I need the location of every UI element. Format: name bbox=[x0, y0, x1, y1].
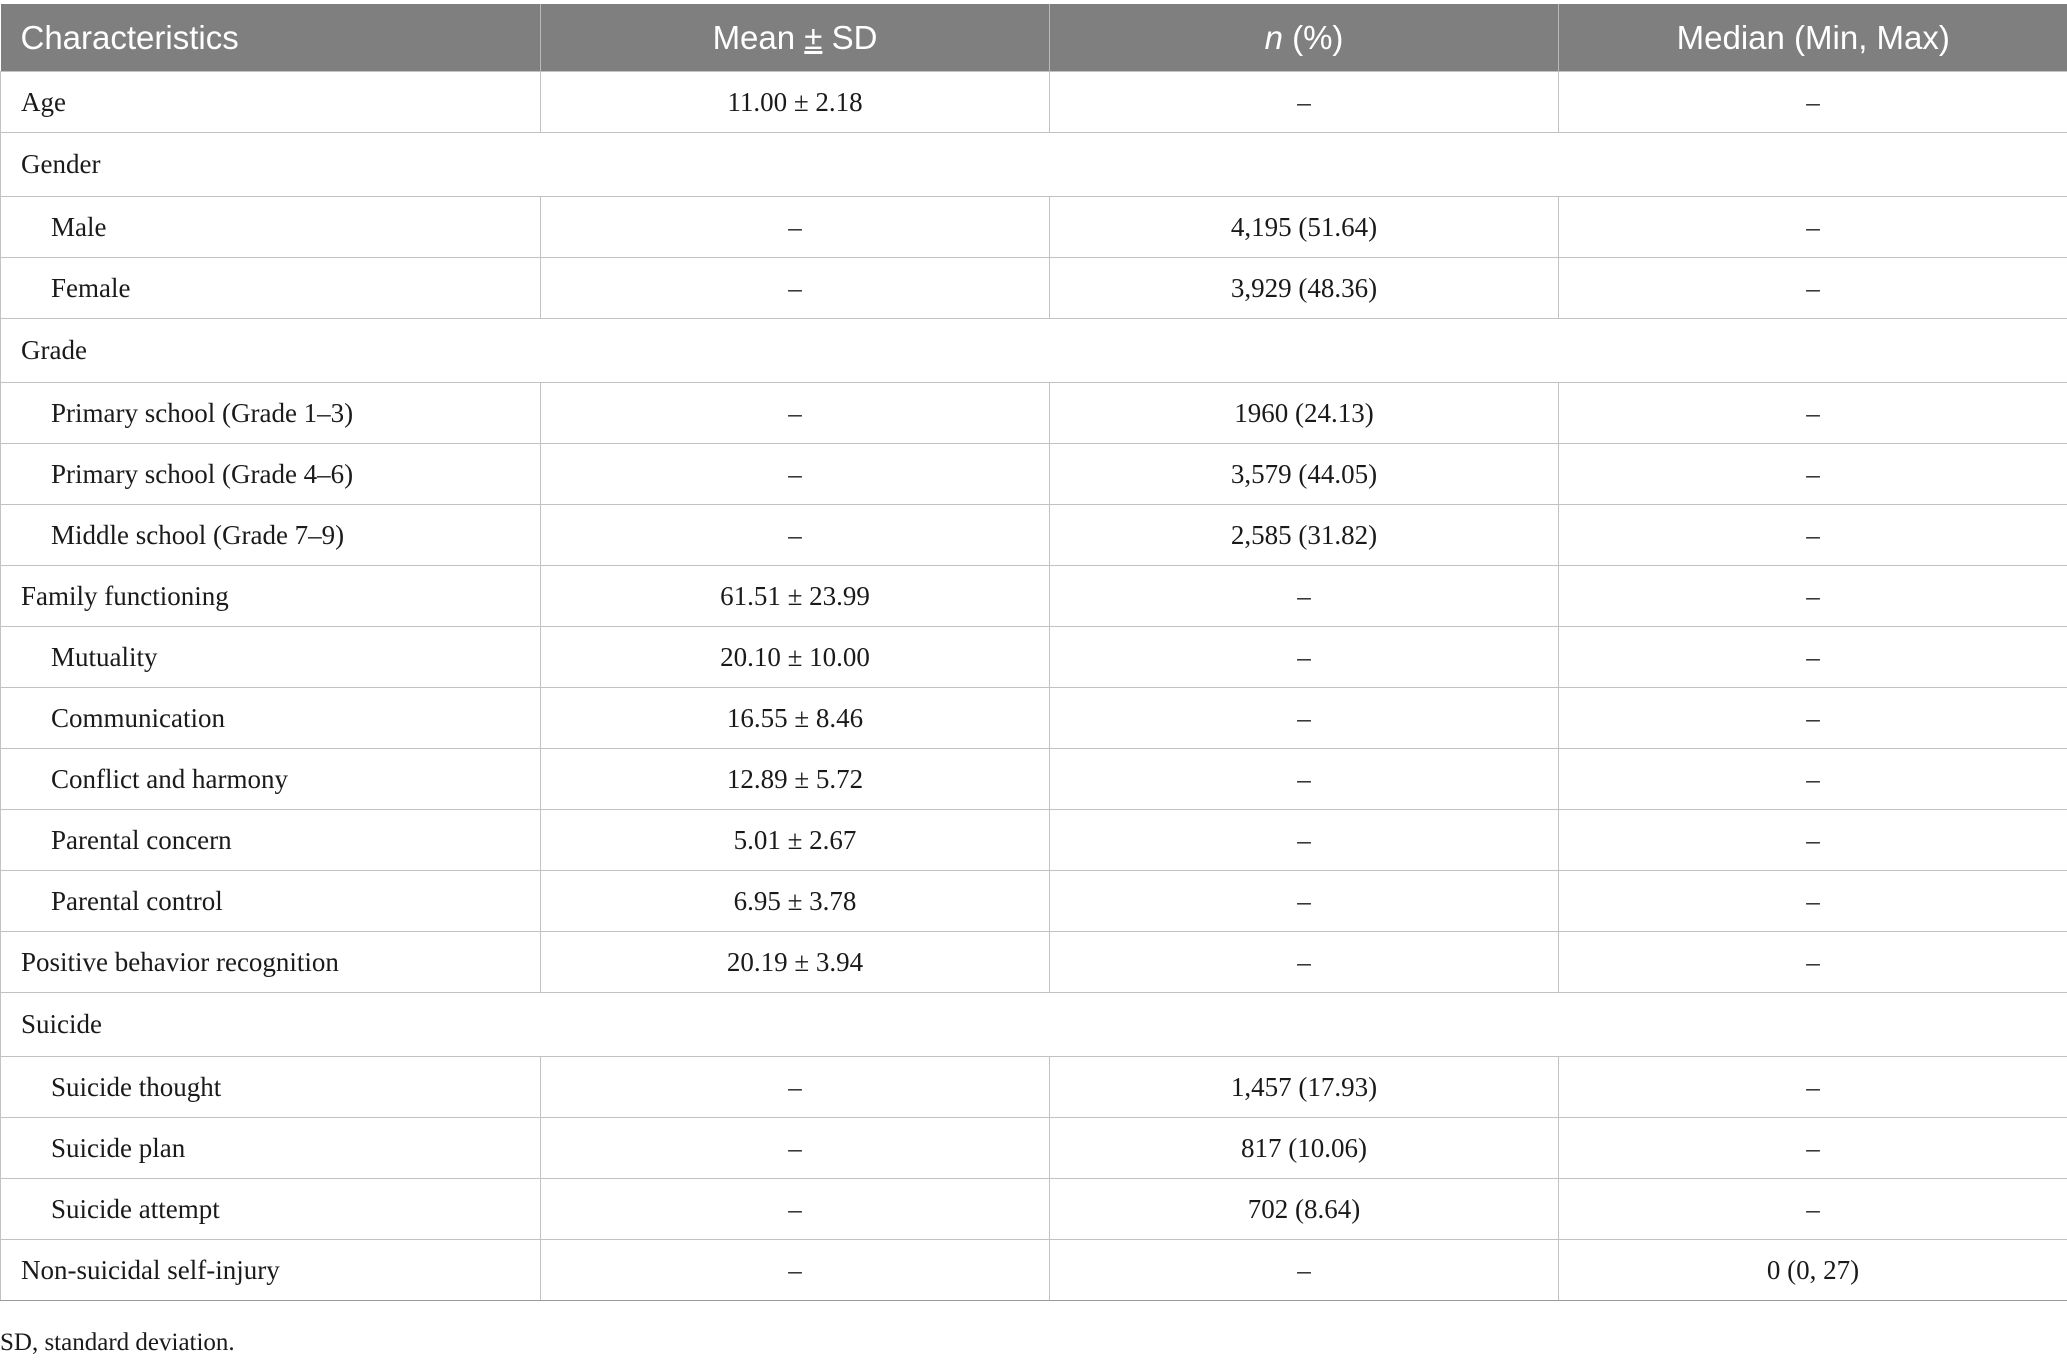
row-label: Conflict and harmony bbox=[1, 749, 541, 810]
cell-n-pct: 817 (10.06) bbox=[1050, 1118, 1559, 1179]
cell-mean-sd: 16.55 ± 8.46 bbox=[541, 688, 1050, 749]
cell-mean-sd: – bbox=[541, 444, 1050, 505]
table-row bbox=[1, 72, 2067, 133]
table-header bbox=[1, 4, 2067, 72]
cell-n-pct: – bbox=[1050, 871, 1559, 932]
header-mean-sd-pre: Mean bbox=[712, 18, 805, 56]
header-mean-sd-post: SD bbox=[822, 18, 878, 56]
characteristics-table bbox=[0, 4, 2067, 1301]
row-label: Primary school (Grade 1–3) bbox=[1, 383, 541, 444]
cell-mean-sd: – bbox=[541, 197, 1050, 258]
row-label: Parental control bbox=[1, 871, 541, 932]
cell-mean-sd: – bbox=[541, 505, 1050, 566]
cell-median: – bbox=[1559, 444, 2067, 505]
cell-n-pct: 1,457 (17.93) bbox=[1050, 1057, 1559, 1118]
header-characteristics: Characteristics bbox=[1, 4, 541, 72]
table-row bbox=[1, 688, 2067, 749]
cell-mean-sd: 20.10 ± 10.00 bbox=[541, 627, 1050, 688]
cell-median: – bbox=[1559, 1179, 2067, 1240]
row-label: Age bbox=[1, 72, 541, 133]
table-row bbox=[1, 932, 2067, 993]
cell-n-pct: 3,929 (48.36) bbox=[1050, 258, 1559, 319]
header-median: Median (Min, Max) bbox=[1559, 4, 2067, 72]
cell-n-pct: 1960 (24.13) bbox=[1050, 383, 1559, 444]
cell-n-pct: 702 (8.64) bbox=[1050, 1179, 1559, 1240]
header-mean-sd-pm: ± bbox=[804, 18, 823, 56]
section-label: Gender bbox=[1, 133, 2067, 197]
header-n-italic: n bbox=[1264, 18, 1283, 56]
row-label: Male bbox=[1, 197, 541, 258]
table-row bbox=[1, 749, 2067, 810]
cell-mean-sd: 20.19 ± 3.94 bbox=[541, 932, 1050, 993]
section-label: Suicide bbox=[1, 993, 2067, 1057]
cell-mean-sd: – bbox=[541, 1118, 1050, 1179]
table-footnote: SD, standard deviation. bbox=[0, 1329, 235, 1356]
cell-median: – bbox=[1559, 1118, 2067, 1179]
cell-mean-sd: 6.95 ± 3.78 bbox=[541, 871, 1050, 932]
cell-median: – bbox=[1559, 72, 2067, 133]
cell-mean-sd: 61.51 ± 23.99 bbox=[541, 566, 1050, 627]
cell-median: – bbox=[1559, 932, 2067, 993]
cell-median: – bbox=[1559, 749, 2067, 810]
row-label: Primary school (Grade 4–6) bbox=[1, 444, 541, 505]
cell-median: – bbox=[1559, 688, 2067, 749]
row-label: Non-suicidal self-injury bbox=[1, 1240, 541, 1301]
row-label: Suicide plan bbox=[1, 1118, 541, 1179]
cell-median: – bbox=[1559, 871, 2067, 932]
table-row bbox=[1, 197, 2067, 258]
cell-mean-sd: – bbox=[541, 1179, 1050, 1240]
section-label: Grade bbox=[1, 319, 2067, 383]
cell-n-pct: – bbox=[1050, 688, 1559, 749]
cell-mean-sd: 5.01 ± 2.67 bbox=[541, 810, 1050, 871]
cell-median: – bbox=[1559, 197, 2067, 258]
table-container bbox=[0, 4, 2067, 1301]
row-label: Family functioning bbox=[1, 566, 541, 627]
table-row bbox=[1, 1179, 2067, 1240]
cell-n-pct: – bbox=[1050, 1240, 1559, 1301]
cell-median: – bbox=[1559, 1057, 2067, 1118]
cell-mean-sd: 12.89 ± 5.72 bbox=[541, 749, 1050, 810]
section-row bbox=[1, 319, 2067, 383]
row-label: Communication bbox=[1, 688, 541, 749]
row-label: Female bbox=[1, 258, 541, 319]
table-row bbox=[1, 505, 2067, 566]
table-row bbox=[1, 444, 2067, 505]
cell-n-pct: 4,195 (51.64) bbox=[1050, 197, 1559, 258]
cell-median: – bbox=[1559, 383, 2067, 444]
cell-median: – bbox=[1559, 505, 2067, 566]
header-n-pct bbox=[1050, 4, 1559, 72]
cell-n-pct: 3,579 (44.05) bbox=[1050, 444, 1559, 505]
cell-mean-sd: – bbox=[541, 1240, 1050, 1301]
cell-n-pct: – bbox=[1050, 749, 1559, 810]
header-mean-sd bbox=[541, 4, 1050, 72]
table-row bbox=[1, 1240, 2067, 1301]
cell-mean-sd: – bbox=[541, 258, 1050, 319]
row-label: Parental concern bbox=[1, 810, 541, 871]
cell-n-pct: – bbox=[1050, 627, 1559, 688]
row-label: Middle school (Grade 7–9) bbox=[1, 505, 541, 566]
table-row bbox=[1, 1057, 2067, 1118]
table-row bbox=[1, 1118, 2067, 1179]
cell-median: – bbox=[1559, 258, 2067, 319]
table-row bbox=[1, 258, 2067, 319]
row-label: Positive behavior recognition bbox=[1, 932, 541, 993]
table-row bbox=[1, 383, 2067, 444]
cell-n-pct: 2,585 (31.82) bbox=[1050, 505, 1559, 566]
cell-n-pct: – bbox=[1050, 72, 1559, 133]
cell-median: 0 (0, 27) bbox=[1559, 1240, 2067, 1301]
cell-median: – bbox=[1559, 627, 2067, 688]
cell-n-pct: – bbox=[1050, 932, 1559, 993]
header-n-rest: (%) bbox=[1282, 18, 1344, 56]
table-row bbox=[1, 871, 2067, 932]
cell-mean-sd: 11.00 ± 2.18 bbox=[541, 72, 1050, 133]
cell-median: – bbox=[1559, 810, 2067, 871]
row-label: Suicide thought bbox=[1, 1057, 541, 1118]
cell-median: – bbox=[1559, 566, 2067, 627]
cell-mean-sd: – bbox=[541, 1057, 1050, 1118]
cell-n-pct: – bbox=[1050, 810, 1559, 871]
table-body bbox=[1, 72, 2067, 1301]
row-label: Mutuality bbox=[1, 627, 541, 688]
table-row bbox=[1, 566, 2067, 627]
section-row bbox=[1, 993, 2067, 1057]
header-row bbox=[1, 4, 2067, 72]
row-label: Suicide attempt bbox=[1, 1179, 541, 1240]
section-row bbox=[1, 133, 2067, 197]
table-row bbox=[1, 627, 2067, 688]
cell-n-pct: – bbox=[1050, 566, 1559, 627]
table-row bbox=[1, 810, 2067, 871]
cell-mean-sd: – bbox=[541, 383, 1050, 444]
